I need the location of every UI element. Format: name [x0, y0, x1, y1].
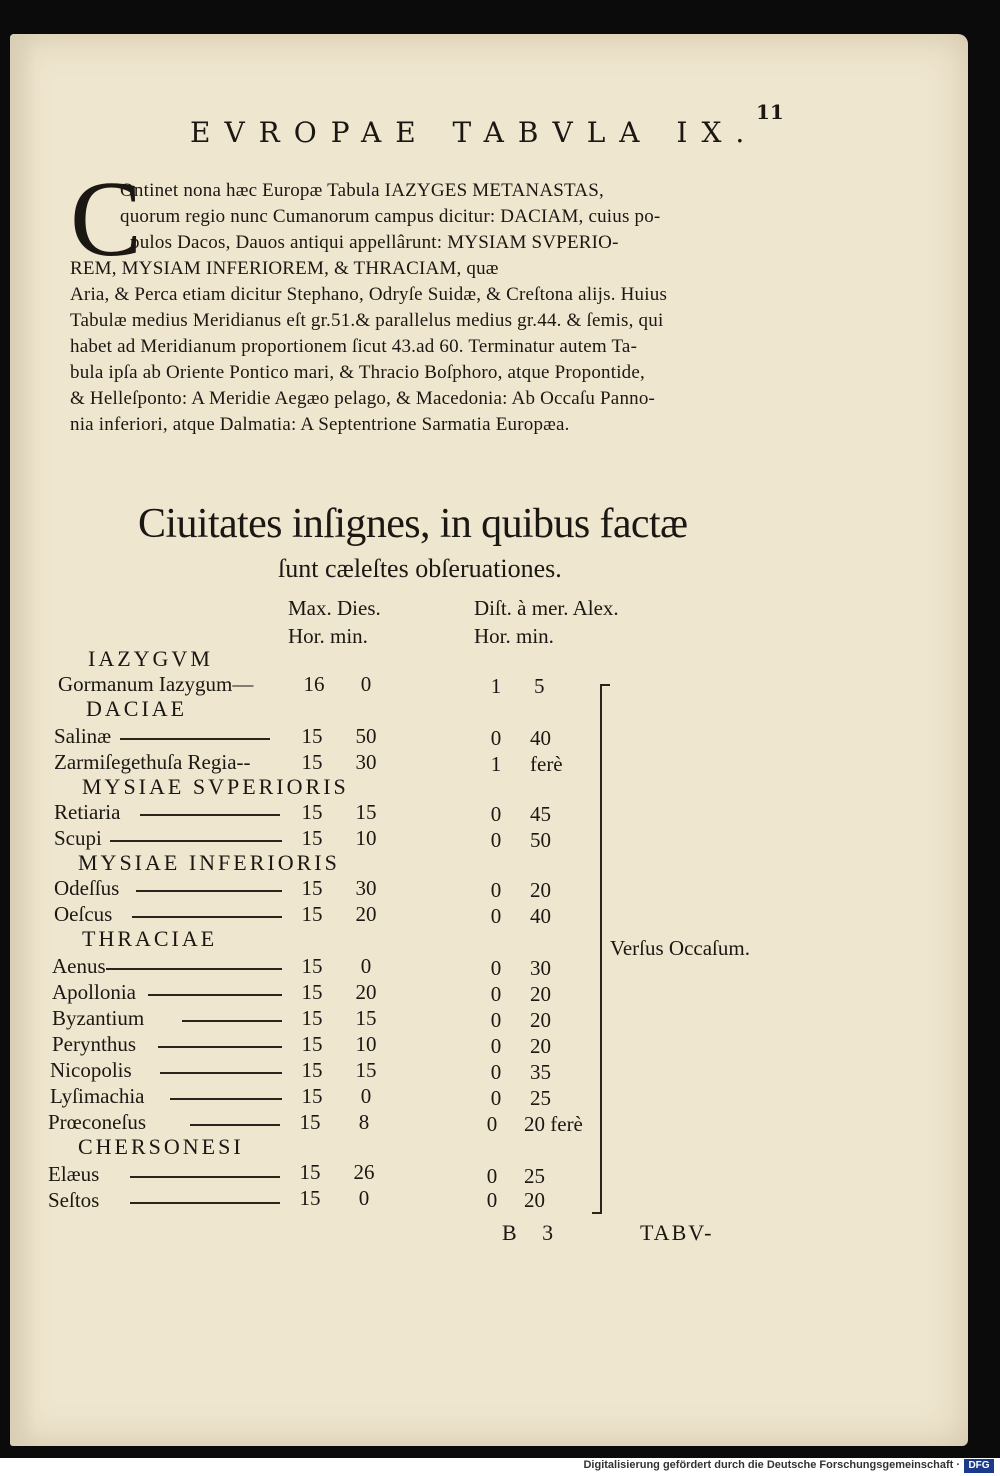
city-name: Salinæ	[54, 724, 112, 748]
signature-mark: B 3	[502, 1220, 564, 1245]
distance-hours: 0	[490, 878, 502, 902]
leader-line	[110, 840, 282, 842]
leader-line	[182, 1020, 282, 1022]
section-heading: Ciuitates inſignes, in quibus factæ	[138, 501, 688, 547]
leader-line	[140, 814, 280, 816]
max-dies-minutes: 20	[355, 980, 377, 1004]
city-name: Apollonia	[52, 980, 136, 1004]
bracket-bottom-tick	[592, 1212, 602, 1214]
distance-hours: 0	[490, 1086, 502, 1110]
max-dies-minutes: 0	[360, 954, 372, 978]
max-dies-hours: 15	[299, 1160, 321, 1184]
distance-hours: 1	[490, 752, 502, 776]
max-dies-minutes: 20	[355, 902, 377, 926]
distance-minutes: 25	[530, 1086, 551, 1110]
max-dies-minutes: 15	[355, 800, 377, 824]
max-dies-hours: 15	[299, 1186, 321, 1210]
intro-line-5: Aria, & Perca etiam dicitur Stephano, Odryſe Suidæ, & Creſtona alijs. Huius	[70, 284, 668, 305]
leader-line	[170, 1098, 282, 1100]
max-dies-minutes: 15	[355, 1058, 377, 1082]
intro-line-4: REM, MYSIAM INFERIOREM, & THRACIAM, quæ	[70, 258, 499, 279]
distance-hours: 0	[490, 1034, 502, 1058]
max-dies-minutes: 10	[355, 826, 377, 850]
city-name: Retiaria	[54, 800, 121, 824]
distance-minutes: 30	[530, 956, 551, 980]
column-units-max-dies: Hor. min.	[288, 624, 368, 648]
catchword: TABV-	[640, 1220, 714, 1245]
region-heading: THRACIAE	[82, 926, 218, 951]
leader-line	[132, 916, 282, 918]
max-dies-hours: 15	[301, 1006, 323, 1030]
intro-line-1: Ontinet nona hæc Europæ Tabula IAZYGES METANASTAS,	[120, 180, 604, 201]
distance-minutes: 50	[530, 828, 551, 852]
city-name: Seſtos	[48, 1188, 100, 1212]
distance-hours: 0	[490, 1008, 502, 1032]
distance-minutes: ferè	[530, 752, 563, 776]
max-dies-minutes: 50	[355, 724, 377, 748]
column-units-distance: Hor. min.	[474, 624, 554, 648]
distance-hours: 0	[490, 982, 502, 1006]
distance-hours: 0	[490, 904, 502, 928]
city-name: Gormanum Iazygum—	[58, 672, 254, 696]
distance-minutes: 25	[524, 1164, 545, 1188]
distance-hours: 1	[490, 674, 502, 698]
distance-hours: 0	[490, 828, 502, 852]
column-header-distance: Diſt. à mer. Alex.	[474, 596, 619, 620]
max-dies-minutes: 10	[355, 1032, 377, 1056]
max-dies-hours: 15	[301, 724, 323, 748]
max-dies-hours: 15	[301, 800, 323, 824]
leader-line	[190, 1124, 280, 1126]
digitization-footer	[0, 1458, 1000, 1476]
distance-hours: 0	[490, 956, 502, 980]
drop-capital: C	[70, 160, 143, 279]
distance-minutes: 35	[530, 1060, 551, 1084]
max-dies-hours: 15	[299, 1110, 321, 1134]
leader-line	[106, 968, 282, 970]
distance-hours: 0	[490, 802, 502, 826]
max-dies-hours: 15	[301, 1084, 323, 1108]
leader-line	[130, 1176, 280, 1178]
leader-line	[158, 1046, 282, 1048]
city-name: Oeſcus	[54, 902, 113, 926]
region-heading: MYSIAE SVPERIORIS	[82, 774, 349, 799]
city-name: Byzantium	[52, 1006, 145, 1030]
dfg-logo: DFG	[964, 1459, 994, 1473]
distance-hours: 0	[490, 1060, 502, 1084]
intro-line-7: habet ad Meridianum proportionem ſicut 43.ad 60. Terminatur autem Ta-	[70, 336, 638, 357]
max-dies-hours: 15	[301, 1032, 323, 1056]
running-title: EVROPAE TABVLA IX.	[190, 116, 759, 149]
distance-minutes: 40	[530, 726, 551, 750]
leader-line	[160, 1072, 282, 1074]
distance-minutes: 40	[530, 904, 551, 928]
intro-line-3: pulos Dacos, Dauos antiqui appellârunt: MYSIAM SVPERIO-	[130, 232, 619, 253]
max-dies-minutes: 15	[355, 1006, 377, 1030]
distance-hours: 0	[486, 1164, 498, 1188]
max-dies-minutes: 8	[358, 1110, 370, 1134]
column-header-max-dies: Max. Dies.	[288, 596, 381, 620]
max-dies-minutes: 0	[358, 1186, 370, 1210]
distance-minutes: 20	[524, 1188, 545, 1212]
max-dies-hours: 15	[301, 750, 323, 774]
distance-minutes: 20 ferè	[524, 1112, 583, 1136]
max-dies-hours: 16	[303, 672, 325, 696]
city-name: Lyſimachia	[50, 1084, 145, 1108]
distance-minutes: 20	[530, 878, 551, 902]
city-name: Nicopolis	[50, 1058, 132, 1082]
max-dies-hours: 15	[301, 826, 323, 850]
city-name: Perynthus	[52, 1032, 136, 1056]
max-dies-minutes: 30	[355, 750, 377, 774]
region-heading: IAZYGVM	[88, 646, 213, 671]
city-name: Odeſſus	[54, 876, 120, 900]
bracket-top-tick	[600, 684, 610, 686]
intro-line-8: bula ipſa ab Oriente Pontico mari, & Thracio Boſphoro, atque Propontide,	[70, 362, 645, 383]
max-dies-minutes: 0	[360, 672, 372, 696]
distance-minutes: 5	[534, 674, 545, 698]
leader-line	[136, 890, 282, 892]
section-subheading: ſunt cæleſtes obſeruationes.	[278, 554, 562, 583]
distance-hours: 0	[486, 1112, 498, 1136]
region-heading: DACIAE	[86, 696, 188, 721]
city-name: Aenus	[52, 954, 106, 978]
max-dies-minutes: 0	[360, 1084, 372, 1108]
footer-credit: Digitalisierung gefördert durch die Deutsche Forschungsgemeinschaft ·	[583, 1459, 960, 1471]
max-dies-hours: 15	[301, 954, 323, 978]
distance-minutes: 20	[530, 1008, 551, 1032]
distance-hours: 0	[486, 1188, 498, 1212]
intro-line-2: quorum regio nunc Cumanorum campus dicitur: DACIAM, cuius po-	[120, 206, 661, 227]
max-dies-hours: 15	[301, 1058, 323, 1082]
region-heading: MYSIAE INFERIORIS	[78, 850, 340, 875]
bracket-label: Verſus Occaſum.	[610, 936, 750, 960]
intro-line-6: Tabulæ medius Meridianus eſt gr.51.& parallelus medius gr.44. & ſemis, qui	[70, 310, 664, 331]
distance-minutes: 45	[530, 802, 551, 826]
folio-number: 11	[756, 100, 784, 124]
max-dies-minutes: 26	[353, 1160, 375, 1184]
distance-hours: 0	[490, 726, 502, 750]
region-heading: CHERSONESI	[78, 1134, 244, 1159]
distance-minutes: 20	[530, 1034, 551, 1058]
max-dies-hours: 15	[301, 876, 323, 900]
city-name: Scupi	[54, 826, 102, 850]
leader-line	[120, 738, 270, 740]
intro-line-10: nia inferiori, atque Dalmatia: A Septentrione Sarmatia Europæa.	[70, 414, 570, 435]
page-gutter-shadow	[10, 34, 36, 1446]
max-dies-hours: 15	[301, 902, 323, 926]
city-name: Prœconeſus	[48, 1110, 146, 1134]
city-name: Zarmiſegethuſa Regia--	[54, 750, 251, 774]
distance-minutes: 20	[530, 982, 551, 1006]
max-dies-minutes: 30	[355, 876, 377, 900]
book-page	[10, 34, 968, 1446]
city-name: Elæus	[48, 1162, 100, 1186]
intro-line-9: & Helleſponto: A Meridie Aegæo pelago, & Macedonia: Ab Occaſu Panno-	[70, 388, 656, 409]
max-dies-hours: 15	[301, 980, 323, 1004]
leader-line	[148, 994, 282, 996]
leader-line	[130, 1202, 280, 1204]
